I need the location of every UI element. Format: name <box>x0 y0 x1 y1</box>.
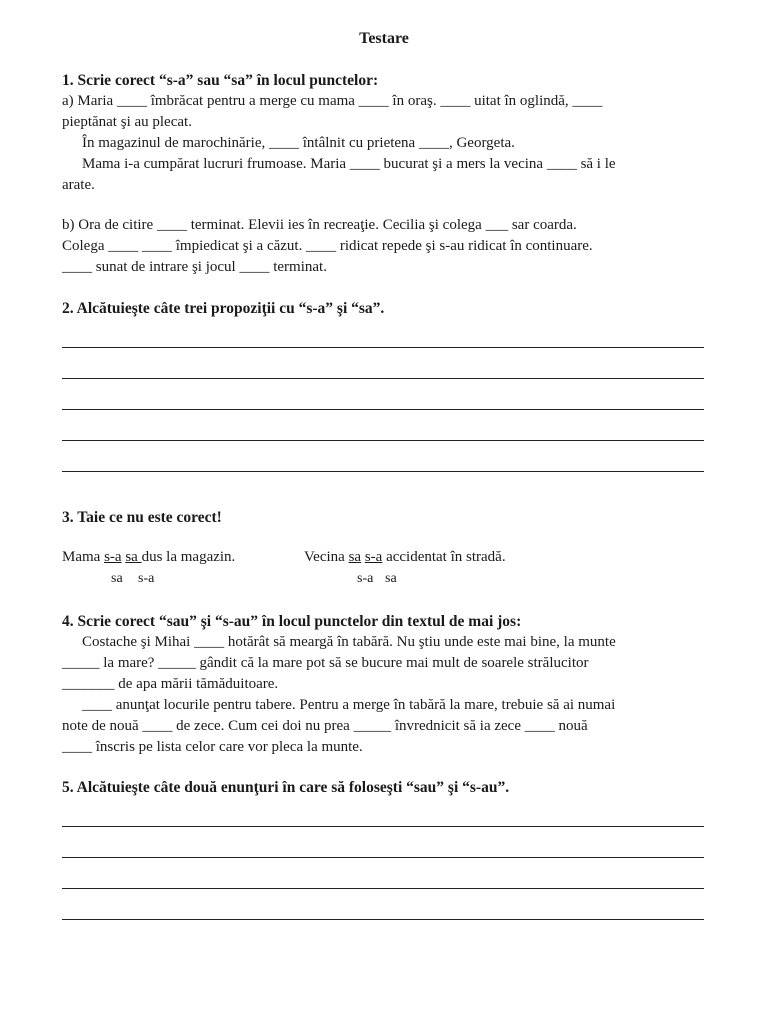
sentence-2-option-2[interactable]: s-a <box>364 549 383 565</box>
answer-line[interactable] <box>62 440 704 441</box>
exercise-4-heading: 4. Scrie corect “sau” şi “s-au” în locul punctelor din textul de mai jos: <box>62 613 522 630</box>
sentence-2-suffix: accidentat în stradă. <box>386 549 506 565</box>
sentence-2-sub-option-2: sa <box>385 571 397 586</box>
exercise-4 <box>62 611 710 758</box>
exercise-3-heading: 3. Taie ce nu este corect! <box>62 509 222 526</box>
sentence-1-sub-option-1: sa <box>111 571 123 586</box>
sentence-1-sub-option-2: s-a <box>138 571 155 586</box>
exercise-4-line-2: _____ la mare? _____ gândit că la mare pot să se bucure mai mult de soarele strălucitor <box>62 655 589 671</box>
sentence-1-option-2[interactable]: sa <box>125 549 142 565</box>
sentence-1-suffix: dus la magazin. <box>141 549 236 565</box>
exercise-1a-line-3: În magazinul de marochinărie, ____ întâlnit cu prietena ____, Georgeta. <box>82 135 515 151</box>
answer-line[interactable] <box>62 471 704 472</box>
sentence-1-prefix: Mama <box>62 549 101 565</box>
answer-line[interactable] <box>62 378 704 379</box>
answer-line[interactable] <box>62 857 704 858</box>
exercise-1a-line-2: pieptănat şi au plecat. <box>62 114 192 130</box>
exercise-1a-line-1: a) Maria ____ îmbrăcat pentru a merge cu mama ____ în oraş. ____ uitat în oglindă, ____ <box>62 93 603 109</box>
exercise-2-heading: 2. Alcătuieşte câte trei propoziţii cu “s-a” şi “sa”. <box>62 300 385 317</box>
exercise-1b-line-2: Colega ____ ____ împiedicat şi a căzut. ____ ridicat repede şi s-au ridicat în continuare. <box>62 238 593 254</box>
answer-line[interactable] <box>62 347 704 348</box>
page-title: Testare <box>359 30 409 47</box>
exercise-4-line-6: ____ înscris pe lista celor care vor pleca la munte. <box>62 739 363 755</box>
sentence-2-option-1[interactable]: sa <box>348 549 362 565</box>
sentence-1-option-1[interactable]: s-a <box>104 549 122 565</box>
sentence-2-prefix: Vecina <box>304 549 345 565</box>
exercise-4-line-1: Costache şi Mihai ____ hotărât să meargă în tabără. Nu ştiu unde este mai bine, la munte <box>82 634 616 650</box>
answer-line[interactable] <box>62 826 704 827</box>
exercise-1b-line-1: b) Ora de citire ____ terminat. Elevii ies în recreaţie. Cecilia şi colega ___ sar coarda. <box>62 217 577 233</box>
exercise-1b-line-3: ____ sunat de intrare şi jocul ____ terminat. <box>62 259 327 275</box>
answer-line[interactable] <box>62 919 704 920</box>
answer-line[interactable] <box>62 409 704 410</box>
exercise-4-line-5: note de nouă ____ de zece. Cum cei doi nu prea _____ învrednicit să ia zece ____ nouă <box>62 718 588 734</box>
exercise-3-sentence-2 <box>304 549 506 566</box>
answer-line[interactable] <box>62 888 704 889</box>
exercise-4-line-4: ____ anunţat locurile pentru tabere. Pentru a merge în tabără la mare, trebuie să ai numai <box>82 697 616 713</box>
exercise-3-sentence-1 <box>62 549 235 566</box>
exercise-1a-line-4: Mama i-a cumpărat lucruri frumoase. Maria ____ bucurat şi a mers la vecina ____ să i le <box>82 156 616 172</box>
exercise-1a-line-5: arate. <box>62 177 95 193</box>
exercise-1-heading: 1. Scrie corect “s-a” sau “sa” în locul punctelor: <box>62 72 379 89</box>
exercise-4-line-3: _______ de apa mării tămăduitoare. <box>62 676 279 692</box>
exercise-5-heading: 5. Alcătuieşte câte două enunţuri în care să foloseşti “sau” şi “s-au”. <box>62 779 510 796</box>
exercise-1b <box>62 215 710 278</box>
exercise-1 <box>62 70 710 196</box>
sentence-2-sub-option-1: s-a <box>357 571 374 586</box>
